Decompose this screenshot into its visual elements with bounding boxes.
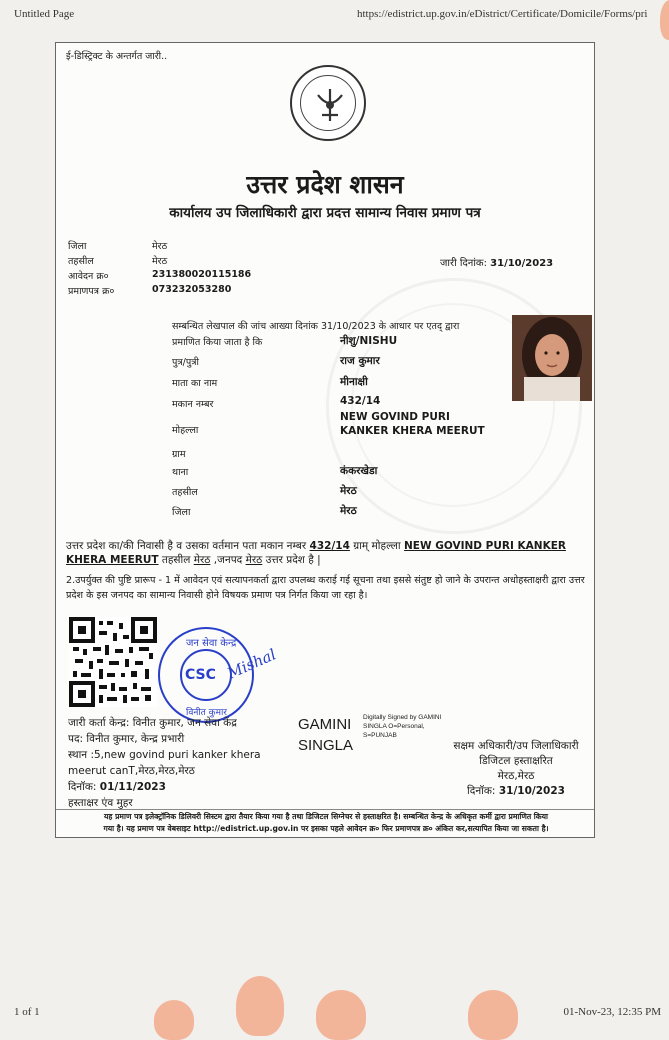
- field-label-mother: माता का नाम: [172, 378, 218, 389]
- sign-and-seal-label: हस्ताक्षर एंव मुहर: [68, 797, 133, 809]
- digital-signer-name-line2: SINGLA: [298, 737, 354, 754]
- field-value-name: नीशु/NISHU: [340, 335, 398, 347]
- qr-code: [69, 617, 157, 707]
- field-value-mother: मीनाक्षी: [340, 376, 368, 388]
- meta-label-tehsil: तहसील: [68, 256, 94, 267]
- meta-value-district: मेरठ: [152, 241, 168, 252]
- field-value-police-station: कंकरखेडा: [340, 465, 378, 477]
- certificate-title: उत्तर प्रदेश शासन: [246, 170, 404, 199]
- residence-paragraph: उत्तर प्रदेश का/की निवासी है व उसका वर्तमान पता मकान नम्बर 432/14 ग्राम् मोहल्ला NEW GOVIND PURI KANKER KHERA MEERUT तहसील मेरठ ,जनपद मेरठ उत्तर प्रदेश है |: [66, 540, 566, 566]
- meta-value-application-no: 231380020115186: [152, 269, 252, 280]
- competent-authority: सक्षम अधिकारी/उप जिलाधिकारी डिजिटल हस्ताक्षरित मेरठ,मेरठ दिनॉक: 31/10/2023: [453, 740, 579, 797]
- meta-value-certificate-no: 073232053280: [152, 284, 232, 295]
- field-label-name: प्रमाणित किया जाता है कि: [172, 337, 263, 348]
- field-value-house-no: 432/14: [340, 395, 381, 407]
- confirmation-paragraph: 2.उपर्युक्त की पुष्टि प्रारूप - 1 में आवेदन एवं सत्यापनकर्ता द्वारा उपलब्ध कराई गई सूचना तथा इससे संतुष्ट हो जाने के उपरान्त अधोहस्ताक्षरी द्वारा उत्तर प्रदेश के इस जनपद का सामान्य निवासी होने विषयक प्रमाण पत्र निर्गत किया जा रहा है।: [66, 575, 585, 601]
- meta-label-certificate-no: प्रमाणपत्र क्र०: [68, 286, 115, 297]
- issuer-date: दिनॉक: 01/11/2023: [68, 781, 166, 793]
- certificate-footer-note: यह प्रमाण पत्र इलेक्ट्रॉनिक डिलिवरी सिस्टम द्वारा तैयार किया गया है तथा डिजिटल सिग्नेचर से हस्ताक्षरित है। सम्बन्धित केन्द्र के अधिकृत कर्मी द्वारा प्रमाणित किया गया है। यह प्रमाण पत्र वेबसाइट http://edistrict.up.gov.in पर इसका पहले आवेदन क्र० फिर प्रमाणपत्र क्र० अंकित कर,सत्यापित किया जा सकता है।: [103, 812, 549, 833]
- up-government-emblem: [290, 65, 366, 141]
- field-label-police-station: थाना: [172, 467, 189, 478]
- page-count: 1 of 1: [14, 1006, 40, 1018]
- field-label-house-no: मकान नम्बर: [172, 399, 214, 410]
- field-value-district: मेरठ: [340, 505, 357, 517]
- field-label-tehsil: तहसील: [172, 487, 198, 498]
- handwritten-signature: Mishal: [224, 645, 279, 683]
- digital-signature-details: Digitally Signed by GAMINI SINGLA O=Personal, S=PUNJAB: [363, 714, 442, 739]
- field-label-parent: पुत्र/पुत्री: [172, 357, 199, 368]
- issuing-centre: जारी कर्ता केन्द्र: विनीत कुमार, जन सेवा केंद्र: [68, 717, 237, 729]
- field-value-locality: NEW GOVIND PURI KANKER KHERA MEERUT: [340, 411, 485, 437]
- field-label-locality: मोहल्ला: [172, 425, 199, 436]
- issuer-post: पद: विनीत कुमार, केन्द्र प्रभारी: [68, 733, 185, 745]
- digital-signer-name-line1: GAMINI: [298, 716, 352, 733]
- intro-line: सम्बन्धित लेखपाल की जांच आख्या दिनांक 31/10/2023 के आधार पर एतद् द्वारा: [172, 321, 460, 332]
- certificate-subtitle: कार्यालय उप जिलाधिकारी द्वारा प्रदत्त सामान्य निवास प्रमाण पत्र: [169, 205, 481, 221]
- meta-value-tehsil: मेरठ: [152, 256, 168, 267]
- field-label-district: जिला: [172, 507, 191, 518]
- meta-label-application-no: आवेदन क्र०: [68, 271, 109, 282]
- csc-seal-stamp: जन सेवा केन्द्र CSC विनीत कुमार: [158, 627, 254, 723]
- issuer-place-line2: meerut canT,मेरठ,मेरठ,मेरठ: [68, 765, 195, 777]
- issuer-place-line1: स्थान :5,new govind puri kanker khera: [68, 749, 261, 761]
- domicile-certificate: [55, 42, 595, 838]
- meta-label-district: जिला: [68, 241, 87, 252]
- page-title: Untitled Page: [14, 8, 75, 20]
- print-timestamp: 01-Nov-23, 12:35 PM: [563, 1006, 661, 1018]
- field-value-tehsil: मेरठ: [340, 485, 357, 497]
- footer-divider: [56, 809, 594, 810]
- field-label-village: ग्राम: [172, 449, 186, 460]
- field-value-parent: राज कुमार: [340, 355, 380, 367]
- applicant-photo: [512, 315, 592, 401]
- top-note: ई-डिस्ट्रिक्ट के अन्तर्गत जारी..: [66, 51, 168, 62]
- issue-date: जारी दिनांक: 31/10/2023: [440, 258, 554, 269]
- page-url: https://edistrict.up.gov.in/eDistrict/Certificate/Domicile/Forms/pri: [357, 8, 648, 20]
